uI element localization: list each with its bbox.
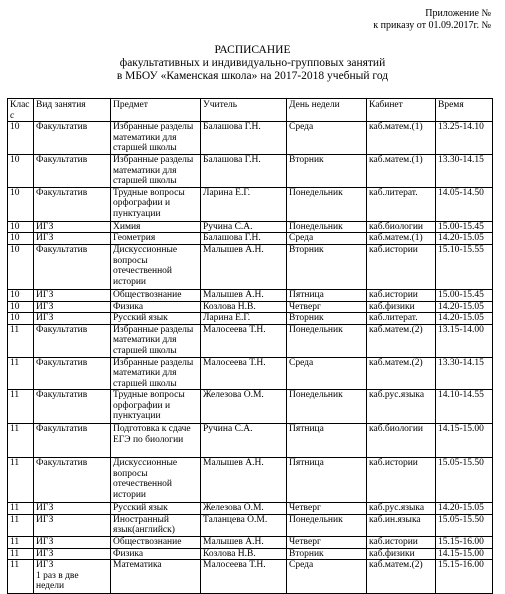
table-row xyxy=(8,424,493,458)
table-row xyxy=(8,122,493,155)
cell-time: 14.10-14.55 xyxy=(436,390,493,424)
cell-teacher: Железова О.М. xyxy=(201,390,287,424)
cell-class: 10 xyxy=(8,301,34,313)
cell-time: 15.05-15.50 xyxy=(436,458,493,503)
document-subtitle-2: в МБОУ «Каменская школа» на 2017-2018 учебный год xyxy=(116,70,389,82)
table-row xyxy=(8,301,493,313)
cell-class: 11 xyxy=(8,324,34,357)
header-type: Вид занятия xyxy=(34,99,111,122)
cell-subject: Физика xyxy=(111,301,201,313)
cell-class: 11 xyxy=(8,514,34,536)
cell-type: ИГЗ xyxy=(34,233,111,245)
document-title: РАСПИСАНИЕ xyxy=(214,44,291,56)
cell-room: каб.матем.(1) xyxy=(367,122,436,155)
cell-teacher: Балашова Г.Н. xyxy=(201,154,287,187)
table-row xyxy=(8,458,493,503)
cell-room: каб.матем.(2) xyxy=(367,560,436,594)
table-row xyxy=(8,154,493,187)
cell-teacher: Малосеева Т.Н. xyxy=(201,357,287,390)
cell-subject: Иностранный язык(английск) xyxy=(111,514,201,536)
cell-type: Факультатив xyxy=(34,244,111,289)
cell-teacher: Малышев А.Н. xyxy=(201,244,287,289)
cell-time: 13.25-14.10 xyxy=(436,122,493,155)
cell-teacher: Ручина С.А. xyxy=(201,424,287,458)
appendix-line-2: к приказу от 01.09.2017г. № xyxy=(373,20,491,31)
table-row xyxy=(8,560,493,594)
table-row xyxy=(8,244,493,289)
table-row xyxy=(8,503,493,515)
cell-subject: Русский язык xyxy=(111,313,201,325)
cell-teacher: Ларина Е.Г. xyxy=(201,187,287,221)
table-header-row xyxy=(8,99,493,122)
cell-weekday: Понедельник xyxy=(287,221,367,233)
cell-teacher: Таланцева О.М. xyxy=(201,514,287,536)
cell-time: 15.15-16.00 xyxy=(436,560,493,594)
cell-subject: Математика xyxy=(111,560,201,594)
cell-room: каб.биологии xyxy=(367,424,436,458)
cell-subject: Избранные разделы математики для старшей школы xyxy=(111,154,201,187)
cell-teacher: Балашова Г.Н. xyxy=(201,122,287,155)
table-row xyxy=(8,548,493,560)
cell-subject: Обществознание xyxy=(111,537,201,549)
cell-teacher: Малосеева Т.Н. xyxy=(201,560,287,594)
table-row xyxy=(8,289,493,301)
cell-type: ИГЗ xyxy=(34,313,111,325)
cell-weekday: Среда xyxy=(287,357,367,390)
cell-class: 11 xyxy=(8,424,34,458)
cell-teacher: Балашова Г.Н. xyxy=(201,233,287,245)
cell-room: каб.истории xyxy=(367,244,436,289)
cell-type: Факультатив xyxy=(34,187,111,221)
cell-weekday: Понедельник xyxy=(287,187,367,221)
cell-time: 14.20-15.05 xyxy=(436,503,493,515)
cell-time: 15.15-16.00 xyxy=(436,537,493,549)
cell-room: каб.матем.(1) xyxy=(367,233,436,245)
cell-type: ИГЗ xyxy=(34,548,111,560)
cell-weekday: Пятница xyxy=(287,289,367,301)
cell-room: каб.литерат. xyxy=(367,187,436,221)
cell-subject: Избранные разделы математики для старшей школы xyxy=(111,122,201,155)
table-row xyxy=(8,514,493,536)
cell-type: ИГЗ xyxy=(34,503,111,515)
cell-subject: Подготовка к сдаче ЕГЭ по биологии xyxy=(111,424,201,458)
table-row xyxy=(8,233,493,245)
cell-subject: Русский язык xyxy=(111,503,201,515)
cell-type: ИГЗ xyxy=(34,301,111,313)
cell-teacher: Ручина С.А. xyxy=(201,221,287,233)
cell-class: 10 xyxy=(8,221,34,233)
cell-type: ИГЗ xyxy=(34,537,111,549)
table-row xyxy=(8,313,493,325)
cell-subject: Избранные разделы математики для старшей школы xyxy=(111,324,201,357)
cell-weekday: Пятница xyxy=(287,458,367,503)
cell-class: 11 xyxy=(8,548,34,560)
cell-type: Факультатив xyxy=(34,390,111,424)
cell-subject: Дискуссионные вопросы отечественной истории xyxy=(111,244,201,289)
cell-weekday: Вторник xyxy=(287,548,367,560)
cell-room: каб.матем.(2) xyxy=(367,357,436,390)
cell-room: каб.рус.языка xyxy=(367,503,436,515)
cell-class: 11 xyxy=(8,560,34,594)
header-time: Время xyxy=(436,99,493,122)
cell-teacher: Железова О.М. xyxy=(201,503,287,515)
cell-type: Факультатив xyxy=(34,357,111,390)
cell-class: 11 xyxy=(8,503,34,515)
cell-weekday: Четверг xyxy=(287,301,367,313)
cell-time: 13.15-14.00 xyxy=(436,324,493,357)
cell-time: 14.15-15.00 xyxy=(436,548,493,560)
document-subtitle-1: факультативных и индивидуально-групповых занятий xyxy=(119,57,386,69)
cell-weekday: Среда xyxy=(287,560,367,594)
document-heading xyxy=(0,44,505,83)
table-body xyxy=(8,122,493,594)
cell-weekday: Пятница xyxy=(287,424,367,458)
cell-class: 10 xyxy=(8,289,34,301)
cell-time: 15.00-15.45 xyxy=(436,289,493,301)
cell-time: 15.00-15.45 xyxy=(436,221,493,233)
cell-room: каб.истории xyxy=(367,537,436,549)
cell-teacher: Малышев А.Н. xyxy=(201,458,287,503)
cell-time: 15.05-15.50 xyxy=(436,514,493,536)
cell-weekday: Четверг xyxy=(287,503,367,515)
cell-class: 11 xyxy=(8,458,34,503)
cell-room: каб.физики xyxy=(367,301,436,313)
cell-class: 10 xyxy=(8,154,34,187)
cell-weekday: Вторник xyxy=(287,154,367,187)
cell-time: 15.10-15.55 xyxy=(436,244,493,289)
table-row xyxy=(8,187,493,221)
header-subject: Предмет xyxy=(111,99,201,122)
cell-teacher: Малышев А.Н. xyxy=(201,289,287,301)
cell-subject: Физика xyxy=(111,548,201,560)
table-row xyxy=(8,324,493,357)
cell-room: каб.истории xyxy=(367,289,436,301)
table-row xyxy=(8,221,493,233)
cell-class: 11 xyxy=(8,390,34,424)
cell-type: Факультатив xyxy=(34,424,111,458)
cell-room: каб.физики xyxy=(367,548,436,560)
cell-subject: Геометрия xyxy=(111,233,201,245)
cell-weekday: Среда xyxy=(287,233,367,245)
cell-class: 10 xyxy=(8,233,34,245)
cell-teacher: Малышев А.Н. xyxy=(201,537,287,549)
cell-class: 10 xyxy=(8,244,34,289)
cell-room: каб.истории xyxy=(367,458,436,503)
cell-type: ИГЗ xyxy=(34,221,111,233)
cell-type: ИГЗ 1 раз в две недели xyxy=(34,560,111,594)
cell-teacher: Малосеева Т.Н. xyxy=(201,324,287,357)
cell-room: каб.матем.(2) xyxy=(367,324,436,357)
cell-weekday: Понедельник xyxy=(287,514,367,536)
cell-weekday: Четверг xyxy=(287,537,367,549)
cell-teacher: Козлова Н.В. xyxy=(201,548,287,560)
cell-subject: Избранные разделы математики для старшей школы xyxy=(111,357,201,390)
cell-time: 14.05-14.50 xyxy=(436,187,493,221)
cell-type: Факультатив xyxy=(34,122,111,155)
cell-type: Факультатив xyxy=(34,458,111,503)
appendix-line-1: Приложение № xyxy=(425,8,491,19)
cell-type: ИГЗ xyxy=(34,514,111,536)
cell-weekday: Вторник xyxy=(287,313,367,325)
cell-time: 14.20-15.05 xyxy=(436,233,493,245)
cell-subject: Трудные вопросы орфографии и пунктуации xyxy=(111,187,201,221)
cell-time: 14.15-15.00 xyxy=(436,424,493,458)
cell-class: 10 xyxy=(8,187,34,221)
cell-type: Факультатив xyxy=(34,324,111,357)
header-class: Клас с xyxy=(8,99,34,122)
cell-time: 14.20-15.05 xyxy=(436,301,493,313)
cell-weekday: Вторник xyxy=(287,244,367,289)
cell-weekday: Среда xyxy=(287,122,367,155)
cell-time: 13.30-14.15 xyxy=(436,357,493,390)
header-teacher: Учитель xyxy=(201,99,287,122)
cell-teacher: Козлова Н.В. xyxy=(201,301,287,313)
cell-subject: Дискуссионные вопросы отечественной истории xyxy=(111,458,201,503)
cell-subject: Химия xyxy=(111,221,201,233)
cell-room: каб.литерат. xyxy=(367,313,436,325)
table-row xyxy=(8,390,493,424)
cell-type: ИГЗ xyxy=(34,289,111,301)
cell-time: 13.30-14.15 xyxy=(436,154,493,187)
schedule-table xyxy=(7,98,493,594)
cell-class: 10 xyxy=(8,122,34,155)
header-weekday: День недели xyxy=(287,99,367,122)
cell-room: каб.рус.языка xyxy=(367,390,436,424)
header-room: Кабинет xyxy=(367,99,436,122)
cell-room: каб.биологии xyxy=(367,221,436,233)
appendix-note xyxy=(373,8,491,32)
cell-class: 11 xyxy=(8,537,34,549)
cell-subject: Трудные вопросы орфографии и пунктуации xyxy=(111,390,201,424)
cell-weekday: Понедельник xyxy=(287,324,367,357)
table-row xyxy=(8,537,493,549)
cell-room: каб.матем.(1) xyxy=(367,154,436,187)
cell-teacher: Ларина Е.Г. xyxy=(201,313,287,325)
table-row xyxy=(8,357,493,390)
cell-class: 11 xyxy=(8,357,34,390)
cell-weekday: Понедельник xyxy=(287,390,367,424)
cell-class: 10 xyxy=(8,313,34,325)
cell-subject: Обществознание xyxy=(111,289,201,301)
cell-room: каб.ин.языка xyxy=(367,514,436,536)
cell-time: 14.20-15.05 xyxy=(436,313,493,325)
cell-type: Факультатив xyxy=(34,154,111,187)
